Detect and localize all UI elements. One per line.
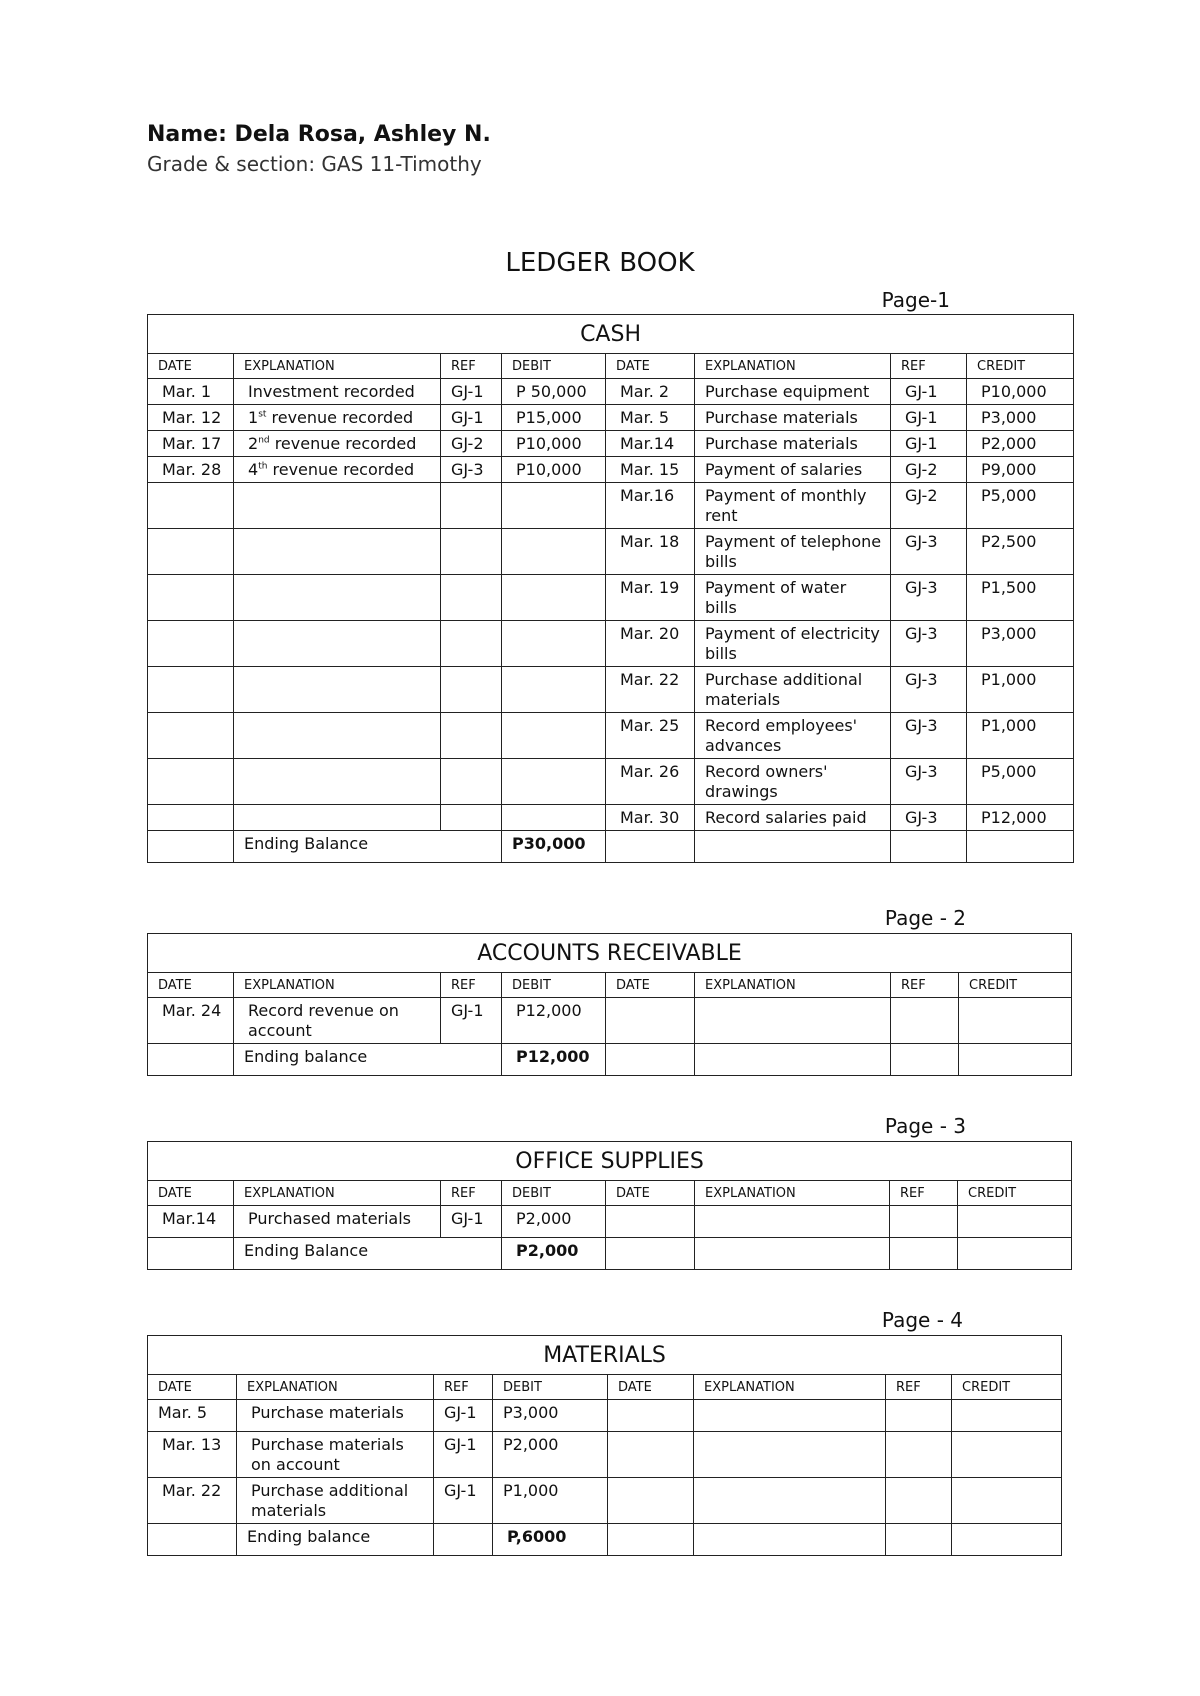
debit-amount: P3,000 <box>493 1400 608 1432</box>
debit-date: Mar. 28 <box>148 457 234 483</box>
grade-section: Grade & section: GAS 11-Timothy <box>147 152 482 176</box>
credit-date: Mar. 25 <box>606 713 695 759</box>
debit-date: Mar. 24 <box>148 998 234 1044</box>
ending-balance-label: Ending balance <box>234 1044 502 1076</box>
col-date: DATE <box>148 1181 234 1206</box>
credit-ref: GJ-3 <box>891 529 967 575</box>
debit-ref: GJ-1 <box>441 1206 502 1238</box>
col-date: DATE <box>608 1375 694 1400</box>
table-row <box>148 575 1074 621</box>
ending-balance-label: Ending balance <box>237 1524 434 1556</box>
col-date: DATE <box>606 1181 695 1206</box>
debit-ref: GJ-3 <box>441 457 502 483</box>
col-credit: CREDIT <box>959 973 1072 998</box>
table-row <box>148 1400 1062 1432</box>
credit-explanation: Payment of electricity bills <box>695 621 891 667</box>
ending-balance-value: P12,000 <box>502 1044 606 1076</box>
col-date: DATE <box>148 354 234 379</box>
ending-balance-row <box>148 831 1074 863</box>
debit-amount: P12,000 <box>502 998 606 1044</box>
col-date: DATE <box>606 354 695 379</box>
credit-amount: P3,000 <box>967 621 1074 667</box>
account-title: MATERIALS <box>148 1336 1062 1375</box>
credit-ref: GJ-3 <box>891 713 967 759</box>
ending-balance-value: P30,000 <box>502 831 606 863</box>
col-debit: DEBIT <box>502 354 606 379</box>
col-explanation: EXPLANATION <box>695 1181 890 1206</box>
debit-amount: P15,000 <box>502 405 606 431</box>
materials-ledger <box>147 1335 1061 1556</box>
account-title: OFFICE SUPPLIES <box>148 1142 1072 1181</box>
cash-ledger <box>147 314 1073 863</box>
debit-explanation: 1st revenue recorded <box>234 405 441 431</box>
credit-date: Mar. 15 <box>606 457 695 483</box>
col-ref: REF <box>891 354 967 379</box>
credit-explanation: Payment of water bills <box>695 575 891 621</box>
credit-amount: P12,000 <box>967 805 1074 831</box>
col-date: DATE <box>148 973 234 998</box>
col-explanation: EXPLANATION <box>695 354 891 379</box>
col-explanation: EXPLANATION <box>237 1375 434 1400</box>
table-row <box>148 713 1074 759</box>
debit-explanation: Investment recorded <box>234 379 441 405</box>
credit-date: Mar. 18 <box>606 529 695 575</box>
debit-date: Mar.14 <box>148 1206 234 1238</box>
credit-amount: P2,500 <box>967 529 1074 575</box>
page-label-1: Page-1 <box>881 288 950 312</box>
debit-explanation: Purchase additional materials <box>237 1478 434 1524</box>
credit-ref: GJ-3 <box>891 805 967 831</box>
table-row <box>148 457 1074 483</box>
credit-date: Mar. 2 <box>606 379 695 405</box>
ending-balance-value: P,6000 <box>493 1524 608 1556</box>
col-explanation: EXPLANATION <box>234 1181 441 1206</box>
credit-amount: P1,000 <box>967 667 1074 713</box>
credit-explanation: Purchase additional materials <box>695 667 891 713</box>
credit-ref: GJ-2 <box>891 457 967 483</box>
debit-explanation: Purchase materials on account <box>237 1432 434 1478</box>
credit-explanation: Payment of monthly rent <box>695 483 891 529</box>
ending-balance-row <box>148 1524 1062 1556</box>
debit-date: Mar. 17 <box>148 431 234 457</box>
col-ref: REF <box>891 973 959 998</box>
table-row <box>148 379 1074 405</box>
account-title: ACCOUNTS RECEIVABLE <box>148 934 1072 973</box>
ending-balance-row <box>148 1238 1072 1270</box>
col-explanation: EXPLANATION <box>695 973 891 998</box>
credit-amount: P5,000 <box>967 483 1074 529</box>
table-row <box>148 759 1074 805</box>
col-credit: CREDIT <box>958 1181 1072 1206</box>
table-row <box>148 431 1074 457</box>
account-title: CASH <box>148 315 1074 354</box>
credit-explanation: Payment of telephone bills <box>695 529 891 575</box>
col-date: DATE <box>148 1375 237 1400</box>
ending-balance-row <box>148 1044 1072 1076</box>
debit-amount: P1,000 <box>493 1478 608 1524</box>
debit-ref: GJ-1 <box>434 1478 493 1524</box>
col-explanation: EXPLANATION <box>234 354 441 379</box>
debit-ref: GJ-2 <box>441 431 502 457</box>
debit-ref: GJ-1 <box>434 1432 493 1478</box>
col-credit: CREDIT <box>952 1375 1062 1400</box>
credit-date: Mar.16 <box>606 483 695 529</box>
table-row <box>148 405 1074 431</box>
credit-amount: P10,000 <box>967 379 1074 405</box>
credit-date: Mar. 30 <box>606 805 695 831</box>
student-name: Name: Dela Rosa, Ashley N. <box>147 122 491 147</box>
credit-amount: P5,000 <box>967 759 1074 805</box>
credit-ref: GJ-2 <box>891 483 967 529</box>
credit-amount: P1,000 <box>967 713 1074 759</box>
page-label-4: Page - 4 <box>881 1308 963 1332</box>
credit-ref: GJ-1 <box>891 405 967 431</box>
table-row <box>148 621 1074 667</box>
debit-ref: GJ-1 <box>441 405 502 431</box>
credit-explanation: Record employees' advances <box>695 713 891 759</box>
col-explanation: EXPLANATION <box>234 973 441 998</box>
office-supplies-ledger <box>147 1141 1071 1270</box>
credit-ref: GJ-3 <box>891 667 967 713</box>
col-debit: DEBIT <box>493 1375 608 1400</box>
credit-explanation: Purchase equipment <box>695 379 891 405</box>
table-row <box>148 529 1074 575</box>
credit-date: Mar. 19 <box>606 575 695 621</box>
ending-balance-label: Ending Balance <box>234 1238 502 1270</box>
debit-ref: GJ-1 <box>434 1400 493 1432</box>
debit-ref: GJ-1 <box>441 379 502 405</box>
col-ref: REF <box>441 973 502 998</box>
debit-amount: P 50,000 <box>502 379 606 405</box>
credit-explanation: Record salaries paid <box>695 805 891 831</box>
page-label-3: Page - 3 <box>884 1114 966 1138</box>
col-explanation: EXPLANATION <box>694 1375 886 1400</box>
debit-amount: P2,000 <box>502 1206 606 1238</box>
table-row <box>148 1478 1062 1524</box>
credit-amount: P1,500 <box>967 575 1074 621</box>
credit-date: Mar.14 <box>606 431 695 457</box>
debit-explanation: Record revenue on account <box>234 998 441 1044</box>
col-ref: REF <box>441 354 502 379</box>
table-row <box>148 1206 1072 1238</box>
col-debit: DEBIT <box>502 973 606 998</box>
credit-amount: P2,000 <box>967 431 1074 457</box>
credit-explanation: Purchase materials <box>695 405 891 431</box>
table-row <box>148 998 1072 1044</box>
debit-date: Mar. 1 <box>148 379 234 405</box>
col-ref: REF <box>441 1181 502 1206</box>
document-title: LEDGER BOOK <box>505 248 695 278</box>
debit-date: Mar. 5 <box>148 1400 237 1432</box>
credit-date: Mar. 26 <box>606 759 695 805</box>
debit-explanation: 2nd revenue recorded <box>234 431 441 457</box>
credit-ref: GJ-1 <box>891 379 967 405</box>
debit-explanation: Purchase materials <box>237 1400 434 1432</box>
credit-ref: GJ-1 <box>891 431 967 457</box>
credit-explanation: Record owners' drawings <box>695 759 891 805</box>
table-row <box>148 1432 1062 1478</box>
accounts-receivable-ledger <box>147 933 1071 1076</box>
credit-amount: P9,000 <box>967 457 1074 483</box>
ending-balance-label: Ending Balance <box>234 831 502 863</box>
ending-balance-value: P2,000 <box>502 1238 606 1270</box>
credit-ref: GJ-3 <box>891 575 967 621</box>
credit-ref: GJ-3 <box>891 759 967 805</box>
page-label-2: Page - 2 <box>884 906 966 930</box>
credit-ref: GJ-3 <box>891 621 967 667</box>
col-ref: REF <box>434 1375 493 1400</box>
debit-ref: GJ-1 <box>441 998 502 1044</box>
debit-date: Mar. 13 <box>148 1432 237 1478</box>
col-credit: CREDIT <box>967 354 1074 379</box>
credit-date: Mar. 5 <box>606 405 695 431</box>
debit-date: Mar. 22 <box>148 1478 237 1524</box>
col-date: DATE <box>606 973 695 998</box>
debit-explanation: 4th revenue recorded <box>234 457 441 483</box>
debit-amount: P10,000 <box>502 431 606 457</box>
debit-amount: P10,000 <box>502 457 606 483</box>
col-ref: REF <box>890 1181 958 1206</box>
credit-amount: P3,000 <box>967 405 1074 431</box>
credit-date: Mar. 20 <box>606 621 695 667</box>
table-row <box>148 483 1074 529</box>
credit-date: Mar. 22 <box>606 667 695 713</box>
table-row <box>148 805 1074 831</box>
col-ref: REF <box>886 1375 952 1400</box>
debit-date: Mar. 12 <box>148 405 234 431</box>
debit-explanation: Purchased materials <box>234 1206 441 1238</box>
credit-explanation: Purchase materials <box>695 431 891 457</box>
table-row <box>148 667 1074 713</box>
debit-amount: P2,000 <box>493 1432 608 1478</box>
credit-explanation: Payment of salaries <box>695 457 891 483</box>
col-debit: DEBIT <box>502 1181 606 1206</box>
